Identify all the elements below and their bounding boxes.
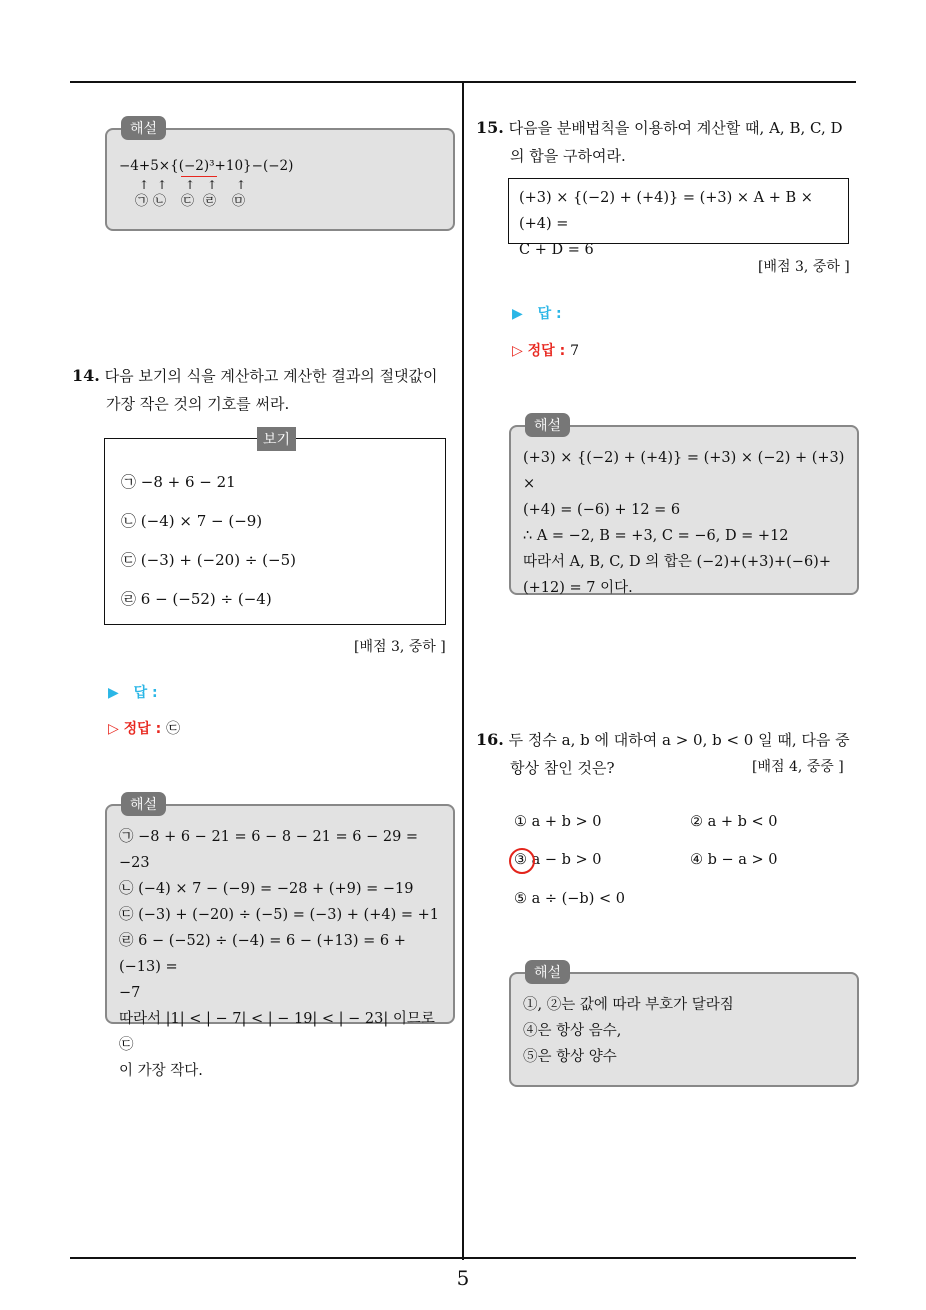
column-divider xyxy=(462,82,464,1260)
explanation-line-3: ⑤은 항상 양수 xyxy=(523,1049,617,1065)
equation-box-15 xyxy=(508,178,849,258)
correct-arrow-icon: ▷ xyxy=(512,343,523,359)
choice-4[interactable]: ④ b − a > 0 xyxy=(690,852,778,868)
question-number: 15. xyxy=(476,118,504,137)
explanation-expression: −4+5×{(−2)³+10}−(−2) xyxy=(119,158,294,174)
answer-label: 답 : xyxy=(133,685,158,701)
choice-2[interactable]: ② a + b < 0 xyxy=(690,814,778,830)
choice-3[interactable]: ③ a − b > 0 xyxy=(514,852,602,868)
marker-3: ㉢ xyxy=(181,194,195,209)
bogi-item-3: ㉢ (−3) + (−20) ÷ (−5) xyxy=(121,551,296,569)
underline-marker xyxy=(181,176,217,177)
explanation-tag: 해설 xyxy=(525,960,570,984)
question-text-line2: 의 합을 구하여라. xyxy=(510,147,626,165)
marker-5: ㉤ xyxy=(232,194,246,209)
selected-choice-circle-icon xyxy=(509,848,535,874)
question-14 xyxy=(72,362,457,418)
explanation-body xyxy=(119,824,443,1084)
correct-label: 정답 : xyxy=(123,721,162,737)
explanation-tag: 해설 xyxy=(525,413,570,437)
bogi-item-2: ㉡ (−4) × 7 − (−9) xyxy=(121,512,263,530)
explanation-line-5: −7 xyxy=(119,985,141,1001)
bogi-item-4: ㉣ 6 − (−52) ÷ (−4) xyxy=(121,590,272,608)
explanation-line-2: ㉡ (−4) × 7 − (−9) = −28 + (+9) = −19 xyxy=(119,881,414,897)
bogi-tag: 보기 xyxy=(257,427,296,451)
explanation-line-4: ㉣ 6 − (−52) ÷ (−4) = 6 − (+13) = 6 + (−13) = xyxy=(119,933,406,975)
correct-line-15 xyxy=(512,340,579,360)
question-text-line1: 다음 보기의 식을 계산하고 계산한 결과의 절댓값이 xyxy=(104,367,438,385)
arrow-1: ↑ xyxy=(139,178,150,192)
marker-4: ㉣ xyxy=(203,194,217,209)
bogi-item-1: ㉠ −8 + 6 − 21 xyxy=(121,473,236,491)
correct-line-14 xyxy=(108,718,180,738)
arrow-3: ↑ xyxy=(185,178,196,192)
choice-1[interactable]: ① a + b > 0 xyxy=(514,814,602,830)
answer-line-14 xyxy=(108,682,158,702)
explanation-body xyxy=(523,445,847,601)
page-number: 5 xyxy=(456,1266,470,1290)
explanation-line-1: ①, ②는 값에 따라 부호가 달라짐 xyxy=(523,997,734,1013)
arrow-5: ↑ xyxy=(236,178,247,192)
explanation-tag: 해설 xyxy=(121,116,166,140)
arrow-4: ↑ xyxy=(207,178,218,192)
explanation-line-3: ∴ A = −2, B = +3, C = −6, D = +12 xyxy=(523,528,789,544)
answer-line-15 xyxy=(512,303,562,323)
bottom-rule xyxy=(70,1257,856,1259)
correct-value: ㉢ xyxy=(166,721,181,737)
correct-arrow-icon: ▷ xyxy=(108,721,119,737)
question-number: 16. xyxy=(476,730,504,749)
explanation-line-3: ㉢ (−3) + (−20) ÷ (−5) = (−3) + (+4) = +1 xyxy=(119,907,439,923)
explanation-line-5: (+12) = 7 이다. xyxy=(523,580,633,596)
correct-label: 정답 : xyxy=(527,343,566,359)
correct-value: 7 xyxy=(570,343,579,359)
question-text-line2: 항상 참인 것은? xyxy=(510,759,615,777)
explanation-line-1: ㉠ −8 + 6 − 21 = 6 − 8 − 21 = 6 − 29 = −23 xyxy=(119,829,419,871)
question-15 xyxy=(476,114,861,170)
equation-line-1: (+3) × {(−2) + (+4)} = (+3) × A + B × (+4) = xyxy=(519,190,813,232)
explanation-box-13 xyxy=(105,121,455,231)
score-15: [배점 3, 중하 ] xyxy=(758,259,850,275)
explanation-line-2: (+4) = (−6) + 12 = 6 xyxy=(523,502,681,518)
question-text-line2: 가장 작은 것의 기호를 써라. xyxy=(106,395,290,413)
explanation-line-2: ④은 항상 음수, xyxy=(523,1023,622,1039)
choice-5[interactable]: ⑤ a ÷ (−b) < 0 xyxy=(514,891,625,907)
bogi-box xyxy=(104,432,446,625)
explanation-box-14 xyxy=(105,797,455,1079)
marker-1: ㉠ xyxy=(135,194,149,209)
score-16: [배점 4, 중중 ] xyxy=(752,759,844,775)
answer-arrow-icon: ▶ xyxy=(108,685,119,701)
question-number: 14. xyxy=(72,366,100,385)
explanation-body xyxy=(523,992,847,1070)
question-text-line1: 다음을 분배법칙을 이용하여 계산할 때, A, B, C, D xyxy=(508,119,843,137)
equation-line-2: C + D = 6 xyxy=(519,242,594,258)
explanation-line-4: 따라서 A, B, C, D 의 합은 (−2)+(+3)+(−6)+ xyxy=(523,554,831,570)
answer-arrow-icon: ▶ xyxy=(512,306,523,322)
marker-2: ㉡ xyxy=(153,194,167,209)
explanation-tag: 해설 xyxy=(121,792,166,816)
explanation-box-15 xyxy=(509,418,859,596)
question-text-line1: 두 정수 a, b 에 대하여 a > 0, b < 0 일 때, 다음 중 xyxy=(508,731,850,749)
score-14: [배점 3, 중하 ] xyxy=(354,639,446,655)
answer-label: 답 : xyxy=(537,306,562,322)
arrow-2: ↑ xyxy=(157,178,168,192)
explanation-line-7: 이 가장 작다. xyxy=(119,1063,203,1079)
explanation-line-6: 따라서 |1| < | − 7| < | − 19| < | − 23| 이므로 ㉢ xyxy=(119,1011,435,1053)
explanation-line-1: (+3) × {(−2) + (+4)} = (+3) × (−2) + (+3) × xyxy=(523,450,845,492)
explanation-box-16 xyxy=(509,965,859,1087)
